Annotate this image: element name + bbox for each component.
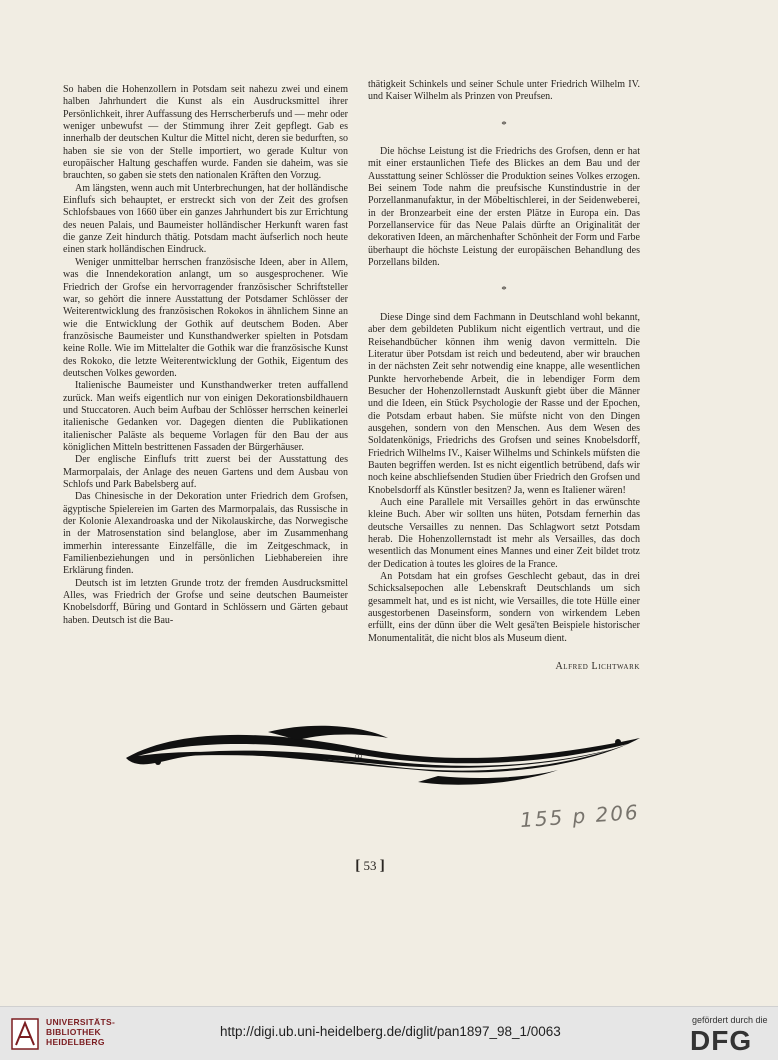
right-column [368, 79, 640, 673]
funding-caption: gefördert durch die [692, 1015, 768, 1025]
paragraph: Deutsch ist im letzten Grunde trotz der fremden Ausdrucksmittel Alles, was Friedrich der Grofse und seine deutschen Baumeister Knobelsdorff, Büring und Gontard in Schlössern und Gärten gebaut haben. Deutsch ist die Bau- [63, 577, 348, 626]
svg-text:♔: ♔ [354, 752, 363, 763]
permalink-url[interactable]: http://digi.ub.uni-heidelberg.de/diglit/pan1897_98_1/0063 [220, 1024, 561, 1039]
paragraph: So haben die Hohenzollern in Potsdam seit nahezu zwei und einem halben Jahrhundert die Kunst als ein Ausdrucksmittel ihrer Persönlichkeit, ihrer Auffassung des Herrscherberufs und — mehr oder weniger unbewufst — der Stimmung ihrer Zeit gepflegt. Gab es innerhalb der deutschen Kultur die Mittel nicht, deren sie bedurften, so haben sie sie von der Stelle importiert, wo gerade Kultur von europäischer Haltung geschaffen wurde. Fanden sie daheim, was sie brauchten, so gaben sie stets den nationalen Kräften den Vorzug. [63, 84, 349, 182]
section-divider: * [501, 118, 507, 131]
university-library-logo-icon[interactable] [10, 1015, 40, 1053]
paragraph: Die höchse Leistung ist die Friedrichs des Grofsen, denn er hat mit einer erstaunlichen Tiefe des Blickes an dem Bau und der Ausstattung seiner Schlösser die Produktion seines Volkes erzogen. Bei seinem Tode nahm die preufsische Kunstindustrie in der Porzellanmanufaktur, in der Möbeltischlerei, in der Seidenweberei, in der Bronzearbeit eine der ersten Plätze in Europa ein. Das Porzellanservice für das Neue Palais dürfte an Originalität der dekorativen Ideen, an märchenhafter Schönheit der Form und Farbe überhaupt die höchste Leistung der europäischen Behandlung des Porzellans bilden. [368, 146, 640, 269]
paragraph: An Potsdam hat ein grofses Geschlecht gebaut, das in drei Schicksalsepochen alle Lebenskraft Deutschlands um sich gesammelt hat, und es ist nicht, wie Versailles, die tote Hülle einer ausgestorbenen Daseinsform, sondern von wirkendem Leben erfüllt, eins der dünn über die Welt gesä'ten Beispiele historischer Monumentalität, die nicht blos als Museum dient. [368, 571, 640, 644]
library-name[interactable]: UNIVERSITÄTS- BIBLIOTHEK HEIDELBERG [46, 1017, 116, 1047]
bracket-left: [ [355, 858, 361, 874]
paragraph: Italienische Baumeister und Kunsthandwerker treten auffallend zurück. Man weifs eigentlich nur von einigen Dekorationsbildhauern und Stuccatoren. Auch beim Aufbau der Schlösser herrschen keinerlei italienische Gedanken vor. Dagegen dienten die Publikationen italienischer Paläste als bequeme Vorlagen für den Bau der aus königlichen Mitteln bestrittenen Fassaden der Bürgerhäuser. [63, 380, 348, 453]
viewer-footer [0, 1006, 778, 1060]
paragraph: Auch eine Parallele mit Versailles gehört in das erwünschte kleine Buch. Aber wir sollten uns hüten, Potsdam fernerhin das deutsche Versailles zu nennen. Das Schlagwort setzt Potsdam herab. Die Hohenzollernstadt ist mehr als Versailles, das doch wesentlich das Monument eines Mannes und einer Zeit bildet trotz der Dedication à toutes les gloires de la France. [368, 496, 640, 570]
paragraph: Das Chinesische in der Dekoration unter Friedrich dem Grofsen, ägyptische Spielereien im Garten des Marmorpalais, das Russische in der Kolonie Alexandroaska und der Nikolauskirche, das Norwegische in der Matrosenstation sind belanglose, aber im Zusammenhang immerhin interessante Einzelfälle, die im Zeitgeschmack, in Familienbeziehungen und in persönlichen Liebhabereien ihre Erklärung finden. [63, 491, 348, 577]
paragraph: Der englische Einflufs tritt zuerst bei der Ausstattung des Marmorpalais, der Anlage des neuen Gartens und dem Ausbau von Schlofs und Park Babelsberg auf. [63, 454, 348, 490]
page-number-value: 53 [363, 858, 377, 873]
paragraph: Diese Dinge sind dem Fachmann in Deutschland wohl bekannt, aber dem gebildeten Publikum nicht eigentlich vertraut, und die Reisehandbücher können ihm wenig davon vermitteln. Die Literatur über Potsdam ist reich und bedeutend, aber wir brauchen in der nächsten Zeit sehr notwendig eine knappe, alle wesentlichen Punkte hervorhebende Arbeit, die in lebendiger Form dem Besucher der Hohenzollernstadt Auskunft giebt über die Männer und die Ideen, ein Stück Psychologie der Rasse und der Epochen, die Potsdam erbaut haben. Sie müfste nicht von den Dingen ausgehen, sondern von den Menschen. Aus dem Wesen des Soldatenkönigs, Friedrichs des Grofsen und seines Knobelsdorff, Friedrich Wilhelms IV., Kaiser Wilhelms und Schinkels müfsten die Bauten begriffen werden. Ist es nicht eigentlich betrübend, dafs wir noch keine abschliefsenden Studien über Friedrich den Grofsen und Knobelsdorff als Künstler besitzen? Ja, wenn es Italiener wären! [368, 311, 640, 496]
left-column [63, 84, 348, 627]
decorative-ornament [118, 718, 648, 790]
paragraph: Am längsten, wenn auch mit Unterbrechungen, hat der holländische Einflufs sich behauptet, er erstreckt sich von der Zeit des grofsen Schlofsbaues von 1660 über ein ganzes Jahrhundert bis zur Errichtung des neuen Palais, und Baumeister holländischer Herkunft waren fast die ganze Zeit hindurch thätig. Potsdam macht äufserlich noch heute einen stark holländischen Eindruck. [63, 182, 348, 256]
paragraph: Weniger unmittelbar herrschen französische Ideen, aber in Allem, was die Innendekoration anlangt, um so ausgesprochener. Wie Friedrich der Grofse ein hervorragender französischer Schriftsteller war, so gehört die innere Ausstattung der Potsdamer Schlösser der Weiterentwicklung des französischen Rokokos in ähnlichem Sinne an wie die Entwicklung der Gothik auf deutschem Boden. Aber französische Baumeister und Kunsthandwerker spielten in Potsdam keine Rolle. Wie im Mittelalter die Gothik war die französische Kunst des Rokoko, die letzte Weiterentwicklung der Gothik, Eigentum des deutschen Volkes geworden. [63, 256, 348, 379]
paragraph: thätigkeit Schinkels und seiner Schule unter Friedrich Wilhelm IV. und Kaiser Wilhelm als Prinzen von Preufsen. [368, 79, 640, 103]
section-divider: * [501, 284, 507, 297]
author-signature: Alfred Lichtwark [555, 661, 640, 673]
bracket-right: ] [379, 858, 385, 874]
dfg-logo[interactable]: DFG [690, 1025, 753, 1056]
page-number [330, 858, 410, 875]
handwritten-shelfmark: 155 p 206 [519, 799, 641, 833]
